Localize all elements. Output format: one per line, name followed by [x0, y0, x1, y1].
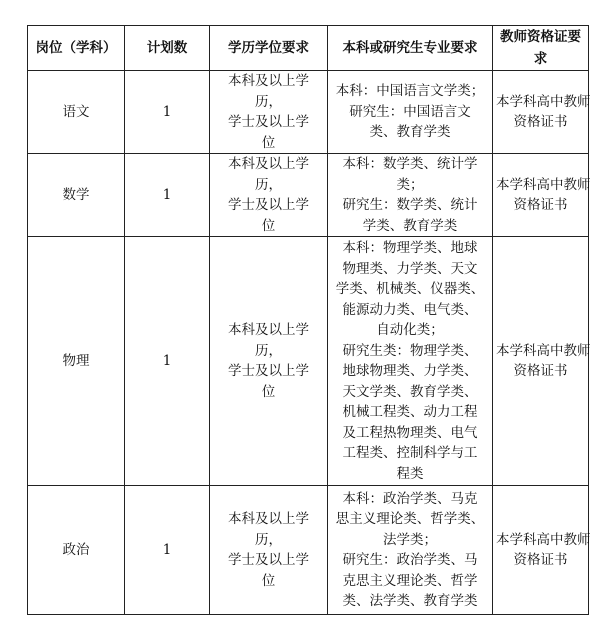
cell-line: 类、教育学类 — [369, 124, 451, 141]
cell-line: 历， — [255, 93, 282, 110]
cell-line: 研究生：数学类、统计 — [342, 197, 478, 213]
cell-line: 历， — [255, 342, 282, 359]
cell-line: 本科：物理学类、地球 — [342, 240, 478, 256]
table-row — [28, 237, 589, 486]
count-cell: 1 — [125, 154, 210, 237]
cell-line: 本学科高中教师 — [496, 531, 591, 548]
cell-line: 类； — [396, 176, 424, 193]
subject-cell: 政治 — [28, 486, 125, 615]
cell-line: 资格证书 — [513, 197, 568, 213]
cell-line: 研究生：政治学类、马 — [342, 552, 478, 568]
certificate-cell — [493, 486, 589, 615]
header-row — [28, 26, 589, 71]
certificate-cell — [493, 237, 589, 486]
cell-line: 程类 — [396, 465, 424, 482]
cell-line: 本科及以上学 — [228, 156, 309, 172]
cell-line: 位 — [261, 572, 276, 589]
cell-line: 学士及以上学 — [228, 363, 309, 379]
table-row — [28, 486, 589, 615]
cell-line: 天文学类、教育学类、 — [342, 383, 478, 400]
cell-line: 本科：政治学类、马克 — [342, 490, 478, 507]
cell-line: 研究生类：物理学类、 — [342, 342, 478, 359]
table-row — [28, 154, 589, 237]
cell-line: 自动化类； — [376, 322, 444, 338]
subject-cell: 数学 — [28, 154, 125, 237]
major-cell — [328, 71, 493, 154]
cell-line: 地球物理类、力学类、 — [342, 363, 478, 379]
cell-line: 本科：数学类、统计学 — [342, 156, 478, 172]
certificate-cell — [493, 71, 589, 154]
degree-cell — [210, 71, 328, 154]
cell-line: 资格证书 — [513, 363, 568, 379]
cell-line: 克思主义理论类、哲学 — [342, 572, 478, 589]
cell-line: 机械工程类、动力工程 — [342, 404, 478, 420]
certificate-cell — [493, 154, 589, 237]
degree-cell — [210, 237, 328, 486]
cell-line: 本科：中国语言文学类； — [335, 83, 485, 100]
cell-line: 位 — [261, 383, 276, 400]
cell-line: 资格证书 — [513, 552, 568, 568]
cell-line: 本学科高中教师 — [496, 176, 591, 193]
major-cell — [328, 486, 493, 615]
cell-line: 类、法学类、教育学类 — [342, 593, 478, 609]
header-certificate: 教师资格证要求 — [493, 26, 589, 71]
subject-cell: 语文 — [28, 71, 125, 154]
count-cell: 1 — [125, 237, 210, 486]
cell-line: 位 — [261, 134, 276, 151]
cell-line: 物理类、力学类、天文 — [342, 260, 478, 277]
major-cell — [328, 154, 493, 237]
cell-line: 学士及以上学 — [228, 197, 309, 213]
cell-line: 资格证书 — [513, 114, 568, 130]
cell-line: 本学科高中教师 — [496, 342, 591, 359]
major-cell — [328, 237, 493, 486]
count-cell: 1 — [125, 486, 210, 615]
header-degree: 学历学位要求 — [210, 26, 328, 71]
cell-line: 工程类、控制科学与工 — [342, 445, 478, 461]
cell-line: 历， — [255, 176, 282, 193]
degree-cell — [210, 486, 328, 615]
header-major: 本科或研究生专业要求 — [328, 26, 493, 71]
header-subject: 岗位（学科） — [28, 26, 125, 71]
cell-line: 本科及以上学 — [228, 322, 309, 338]
cell-line: 学士及以上学 — [228, 552, 309, 568]
cell-line: 本科及以上学 — [228, 511, 309, 527]
recruitment-table — [27, 25, 589, 615]
cell-line: 能源动力类、电气类、 — [342, 301, 478, 318]
cell-line: 本学科高中教师 — [496, 93, 591, 110]
cell-line: 位 — [261, 217, 276, 234]
cell-line: 思主义理论类、哲学类、 — [335, 511, 485, 527]
cell-line: 学类、教育学类 — [362, 217, 458, 234]
count-cell: 1 — [125, 71, 210, 154]
cell-line: 及工程热物理类、电气 — [342, 424, 478, 441]
table-row — [28, 71, 589, 154]
cell-line: 研究生：中国语言文 — [349, 103, 471, 120]
cell-line: 法学类； — [383, 531, 437, 548]
cell-line: 学类、机械类、仪器类、 — [335, 281, 485, 297]
cell-line: 历， — [255, 531, 282, 548]
cell-line: 本科及以上学 — [228, 73, 309, 89]
header-count: 计划数 — [125, 26, 210, 71]
cell-line: 学士及以上学 — [228, 114, 309, 130]
subject-cell: 物理 — [28, 237, 125, 486]
degree-cell — [210, 154, 328, 237]
